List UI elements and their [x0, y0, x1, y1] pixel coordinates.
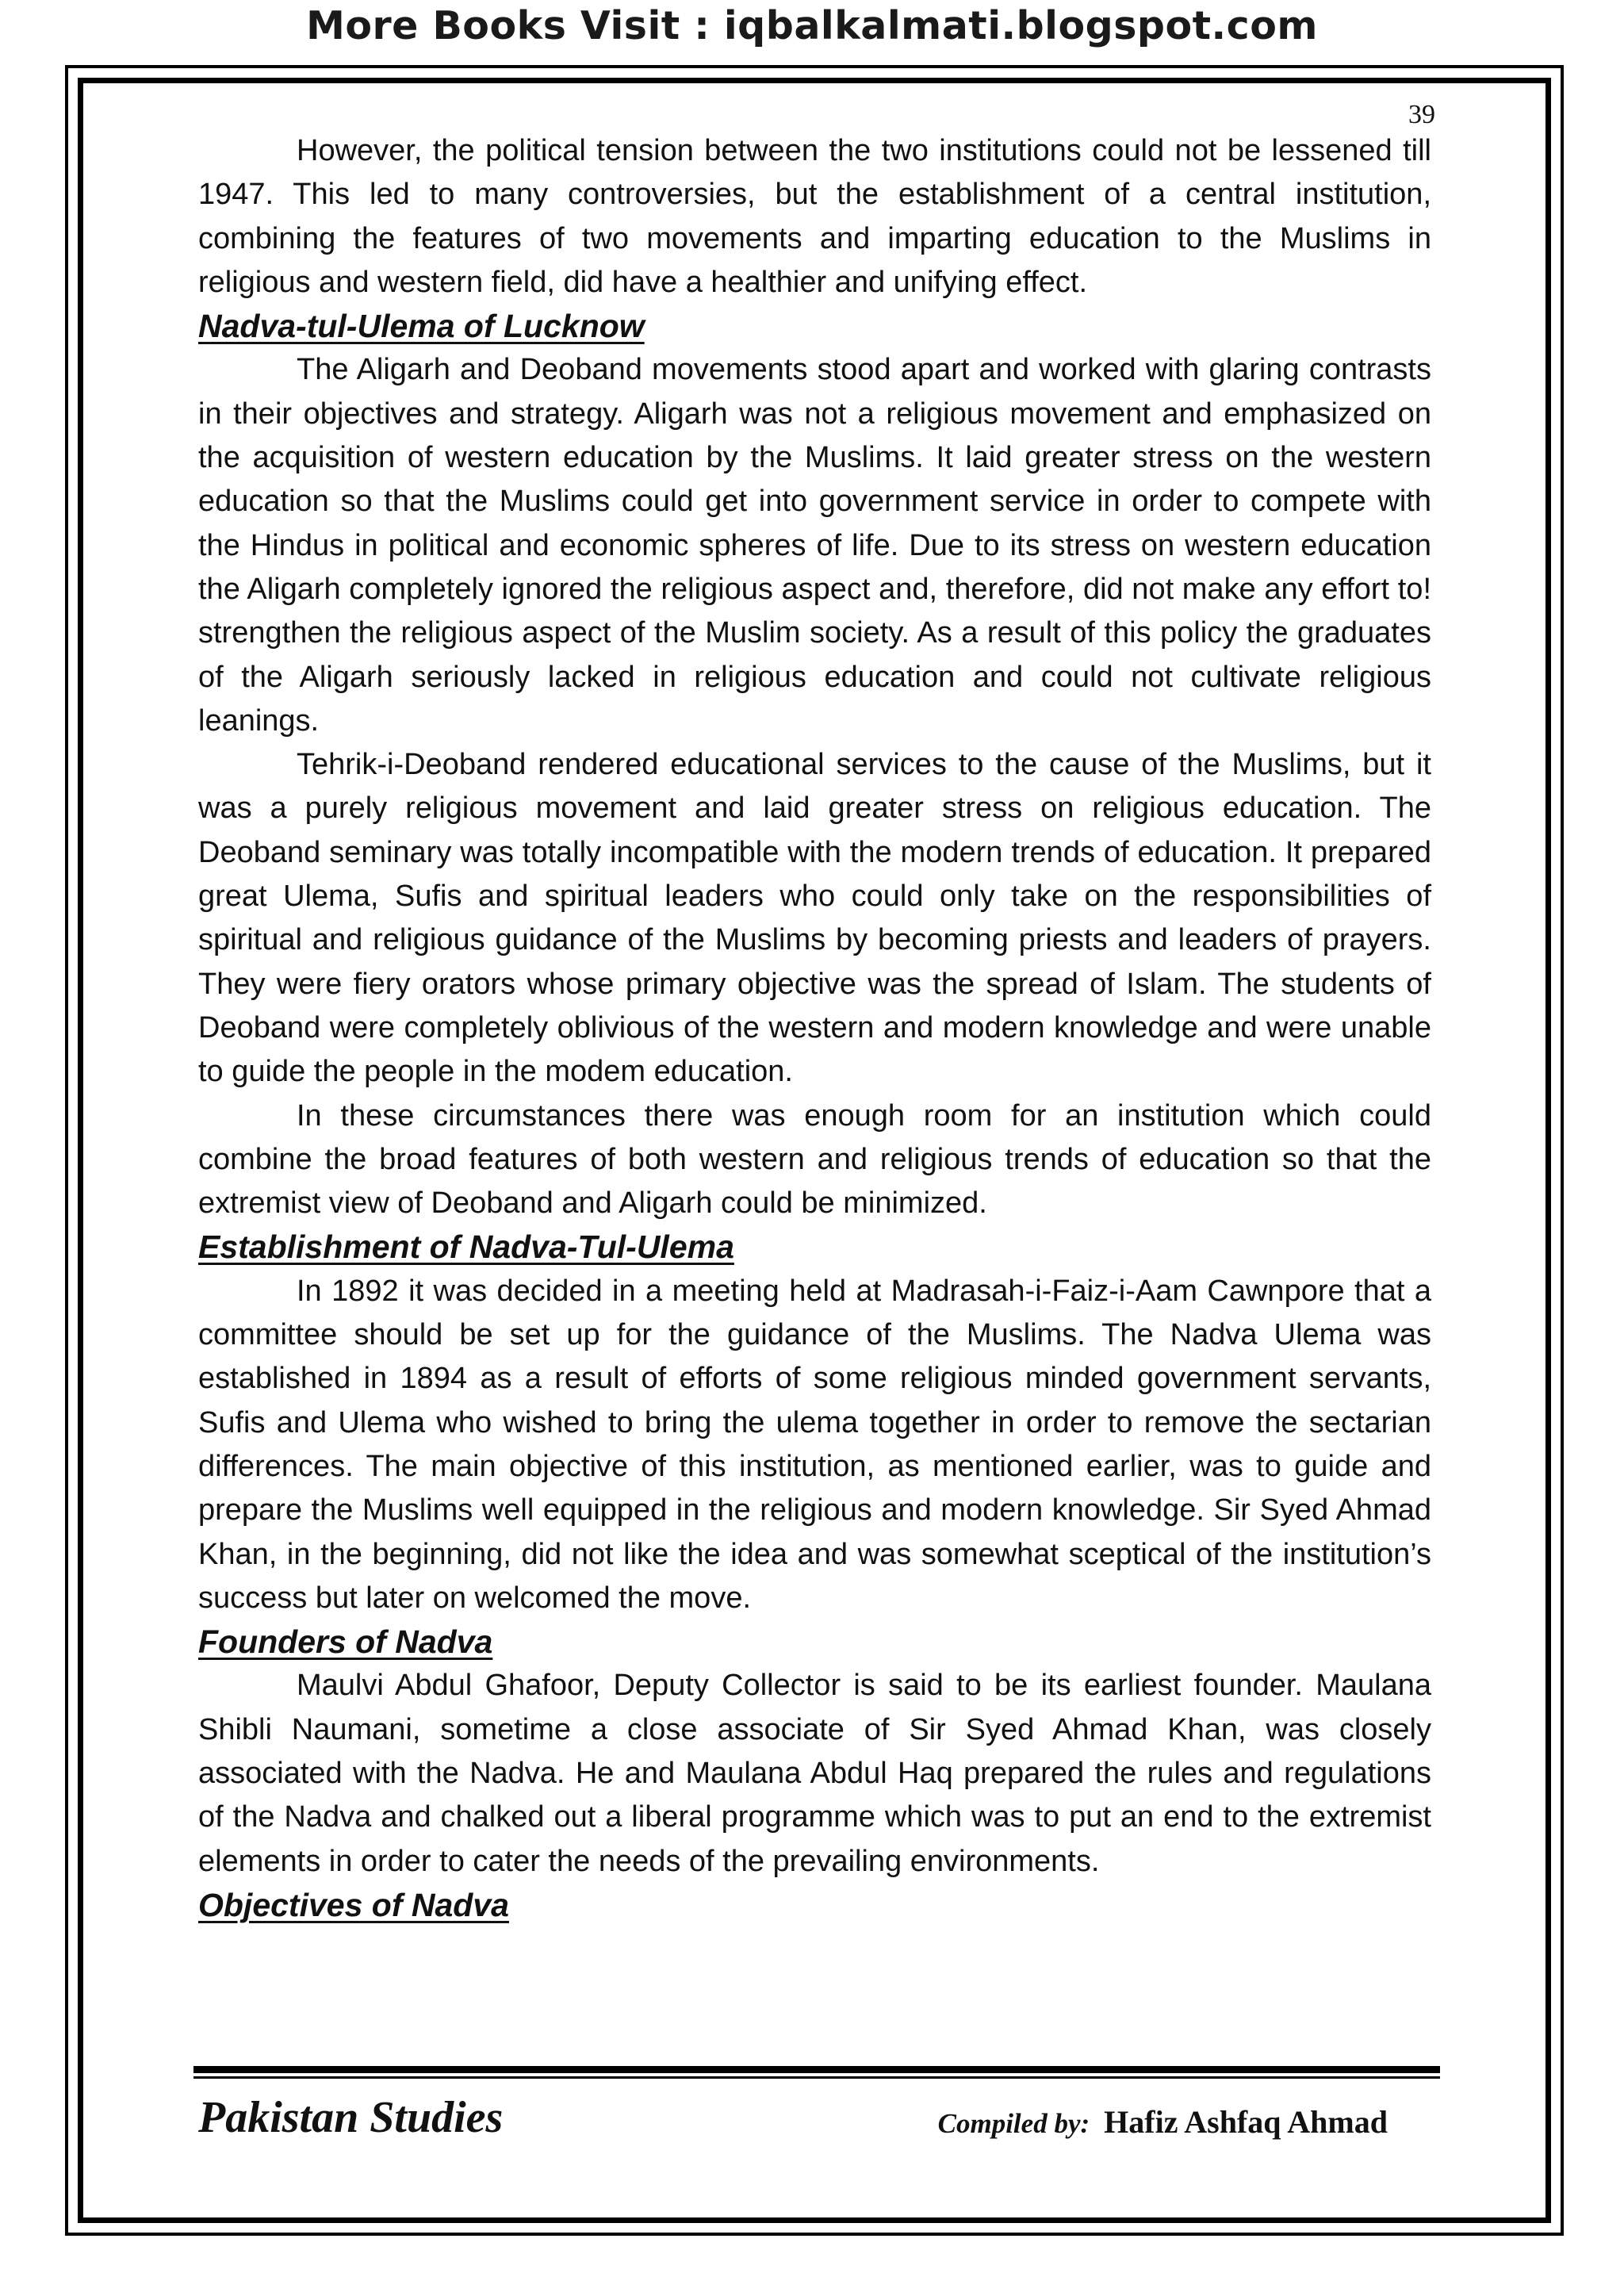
- paragraph-tehrik-deoband: Tehrik-i-Deoband rendered educational services to the cause of the Muslims, but it was a purely religious movement and laid greater stress on religious education. The Deoband seminary was totally incompatible with the modern trends of education. It prepared great Ulema, Sufis and spiritual leaders who could only take on the responsibilities of spiritual and religious guidance of the Muslims by becoming priests and leaders of prayers. They were fiery orators whose primary objective was the spread of Islam. The students of Deoband were completely oblivious of the western and modern knowledge and were unable to guide the people in the modem education.: [198, 748, 1431, 1089]
- paragraph-founders: Maulvi Abdul Ghafoor, Deputy Collector is said to be its earliest founder. Maulana Shibli Naumani, sometime a close associate of Sir Syed Ahmad Khan, was closely associated with the Nadva. He and Maulana Abdul Haq prepared the rules and regulations of the Nadva and chalked out a liberal programme which was to put an end to the extremist elements in order to cater the needs of the prevailing environments.: [198, 1669, 1431, 1878]
- paragraph-political-tension: However, the political tension between the two institutions could not be lessened till 1947. This led to many controversies, but the establishment of a central institution, combining the features of two movements and imparting education to the Muslims in religious and western field, did have a healthier and unifying effect.: [198, 134, 1431, 299]
- heading-founders: Founders of Nadva: [198, 1623, 493, 1661]
- heading-establishment: Establishment of Nadva-Tul-Ulema: [198, 1228, 734, 1266]
- heading-objectives: Objectives of Nadva: [198, 1886, 509, 1923]
- site-banner: More Books Visit : iqbalkalmati.blogspot.com: [306, 3, 1318, 48]
- page-body: [198, 129, 1431, 1927]
- paragraph-establishment: In 1892 it was decided in a meeting held at Madrasah-i-Faiz-i-Aam Cawnpore that a committee should be set up for the guidance of the Muslims. The Nadva Ulema was established in 1894 as a result of efforts of some religious minded government servants, Sufis and Ulema who wished to bring the ulema together in order to remove the sectarian differences. The main objective of this institution, as mentioned earlier, was to guide and prepare the Muslims well equipped in the religious and modern knowledge. Sir Syed Ahmad Khan, in the beginning, did not like the idea and was somewhat sceptical of the institution’s success but later on welcomed the move.: [198, 1274, 1431, 1615]
- paragraph-circumstances: In these circumstances there was enough room for an institution which could combine the broad features of both western and religious trends of education so that the extremist view of Deoband and Aligarh could be minimized.: [198, 1098, 1431, 1221]
- page-number: 39: [1408, 100, 1435, 129]
- footer-rule-thick: [193, 2066, 1440, 2073]
- paragraph-aligarh-deoband: The Aligarh and Deoband movements stood apart and worked with glaring contrasts in their objectives and strategy. Aligarh was not a religious movement and emphasized on the acquisition of western education by the Muslims. It laid greater stress on the western education so that the Muslims could get into government service in order to compete with the Hindus in political and economic spheres of life. Due to its stress on western education the Aligarh completely ignored the religious aspect and, therefore, did not make any effort to! strengthen the religious aspect of the Muslim society. As a result of this policy the graduates of the Aligarh seriously lacked in religious education and could not cultivate religious leanings.: [198, 353, 1431, 738]
- footer-rule-thin: [193, 2076, 1440, 2079]
- footer-book-title: Pakistan Studies: [198, 2093, 504, 2142]
- compiled-by-label: Compiled by:: [937, 2108, 1090, 2139]
- author-name: Hafiz Ashfaq Ahmad: [1104, 2104, 1388, 2140]
- footer-compiled-by: [938, 2103, 1388, 2141]
- heading-nadva-lucknow: Nadva-tul-Ulema of Lucknow: [198, 308, 645, 345]
